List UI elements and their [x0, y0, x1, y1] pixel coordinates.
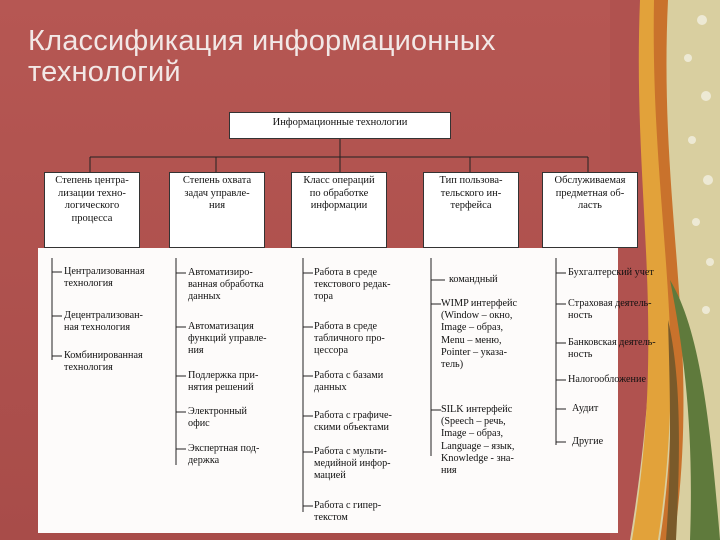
item-insurance: Страховая деятель- ность — [568, 298, 652, 322]
item-centralized: Централизованная технология — [64, 266, 145, 290]
item-multimedia: Работа с мульти- медийной инфор- мацией — [314, 446, 391, 482]
category-subject-area: Обслуживаемая предметная об- ласть — [542, 172, 638, 248]
root-node: Информационные технологии — [229, 112, 451, 139]
item-graphics: Работа с графиче- скими объектами — [314, 410, 392, 434]
item-decision-support: Подлержка при- нятия решений — [188, 370, 259, 394]
item-automated-processing: Автоматизиро- ванная обработка данных — [188, 267, 264, 303]
item-spreadsheet: Работа в среде табличного про- цессора — [314, 321, 385, 357]
item-electronic-office: Электронный офис — [188, 406, 247, 430]
category-interface-type: Тип пользова- тельского ин- терфейса — [423, 172, 519, 248]
item-management-automation: Автоматизация функций управле- ния — [188, 321, 267, 357]
item-decentralized: Децентрализован- ная технология — [64, 310, 143, 334]
item-combined: Комбинированная технология — [64, 350, 143, 374]
category-operation-class: Класс операций по обработке информации — [291, 172, 387, 248]
category-task-coverage: Степень охвата задач управле- ния — [169, 172, 265, 248]
item-banking: Банковская деятель- ность — [568, 337, 656, 361]
item-wimp-interface: WIMP интерфейс (Window – окно, Image – образ, Menu – меню, Pointer – указа- тель) — [441, 298, 517, 371]
item-text-editor: Работа в среде текстового редак- тора — [314, 267, 391, 303]
title-line-2: технологий — [28, 56, 181, 88]
item-accounting: Бухгалтерский учет — [568, 267, 654, 278]
item-expert-support: Экспертная под- держка — [188, 443, 260, 467]
item-audit: Аудит — [572, 403, 599, 414]
item-command-interface: командный — [449, 274, 498, 285]
item-taxation: Налогообложение — [568, 374, 646, 385]
item-silk-interface: SILK интерфейс (Speech – речь, Image – образ, Language – язык, Knowledge - зна- ния — [441, 404, 515, 477]
title-line-1: Классификация информационных — [28, 25, 496, 57]
item-hypertext: Работа с гипер- текстом — [314, 500, 382, 524]
item-other: Другие — [572, 436, 604, 447]
item-databases: Работа с базами данных — [314, 370, 384, 394]
category-centralization: Степень центра- лизации техно- логического процесса — [44, 172, 140, 248]
